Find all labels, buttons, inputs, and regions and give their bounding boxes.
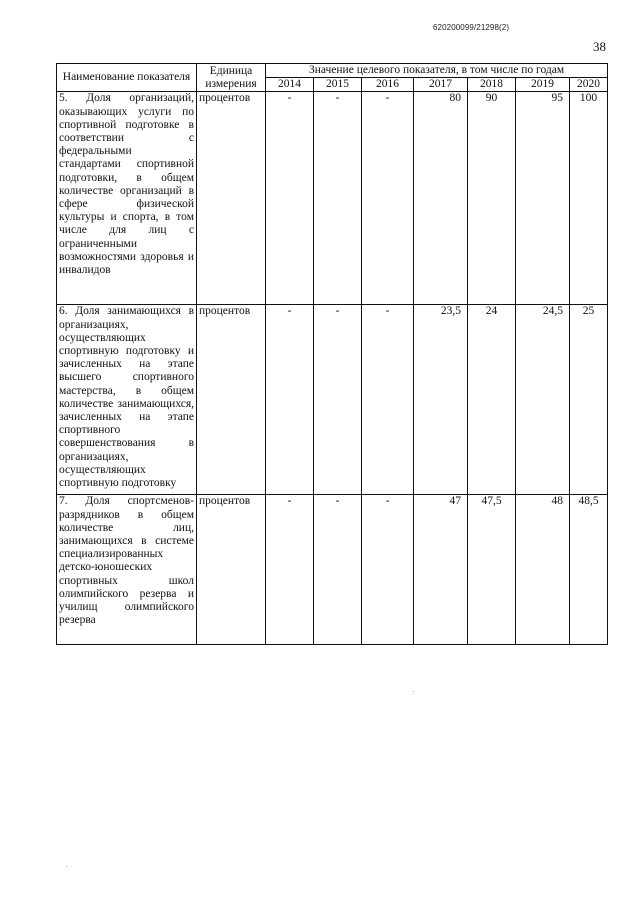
value-cell: - [314, 92, 362, 305]
value-cell: - [266, 305, 314, 495]
value-cell: 47 [414, 495, 468, 645]
header-row-1 [57, 64, 608, 78]
year-header: 2020 [570, 78, 608, 92]
value-cell: 24,5 [516, 305, 570, 495]
value-cell: - [266, 495, 314, 645]
year-header: 2019 [516, 78, 570, 92]
column-header-name: Наименование показателя [57, 64, 197, 92]
value-cell: 23,5 [414, 305, 468, 495]
year-header: 2016 [362, 78, 414, 92]
year-header: 2014 [266, 78, 314, 92]
value-cell: - [314, 495, 362, 645]
scan-speck [66, 866, 67, 867]
value-cell: - [266, 92, 314, 305]
document-id: 620200099/21298(2) [433, 23, 510, 32]
value-cell: 100 [570, 92, 608, 305]
year-header: 2017 [414, 78, 468, 92]
column-header-unit: Единица измерения [197, 64, 266, 92]
year-header: 2018 [468, 78, 516, 92]
value-cell: 90 [468, 92, 516, 305]
value-cell: 48 [516, 495, 570, 645]
table-row [57, 495, 608, 645]
value-cell: 80 [414, 92, 468, 305]
value-cell: - [362, 305, 414, 495]
value-cell: 25 [570, 305, 608, 495]
year-header: 2015 [314, 78, 362, 92]
column-header-values: Значение целевого показателя, в том числе по годам [266, 64, 608, 78]
value-cell: 48,5 [570, 495, 608, 645]
value-cell: 24 [468, 305, 516, 495]
table-row [57, 305, 608, 495]
indicator-unit: процентов [197, 305, 266, 495]
indicator-unit: процентов [197, 92, 266, 305]
indicator-name: 6. Доля занимающихся в организациях, осуществляющих спортивную подготовку и зачисленных на этапе высшего спортивного мастерства, в общем количестве занимающихся, зачисленных на этапе спортивного совершенствования в организациях, осуществляющих спортивную подготовку [57, 305, 197, 495]
scan-speck [413, 691, 414, 692]
value-cell: - [314, 305, 362, 495]
value-cell: - [362, 92, 414, 305]
indicator-name: 5. Доля организаций, оказывающих услуги по спортивной подготовке в соответствии с федеральными стандартами спортивной подготовки, в общем количестве организаций в сфере физической культуры и спорта, в том числе для лиц с ограниченными возможностями здоровья и инвалидов [57, 92, 197, 305]
page-number: 38 [593, 39, 606, 54]
value-cell: 47,5 [468, 495, 516, 645]
table-row [57, 92, 608, 305]
indicator-unit: процентов [197, 495, 266, 645]
value-cell: 95 [516, 92, 570, 305]
indicator-name: 7. Доля спортсменов-разрядников в общем количестве лиц, занимающихся в системе специализированных детско-юношеских спортивных школ олимпийского резерва и училищ олимпийского резерва [57, 495, 197, 645]
target-indicators-table [56, 63, 608, 645]
value-cell: - [362, 495, 414, 645]
